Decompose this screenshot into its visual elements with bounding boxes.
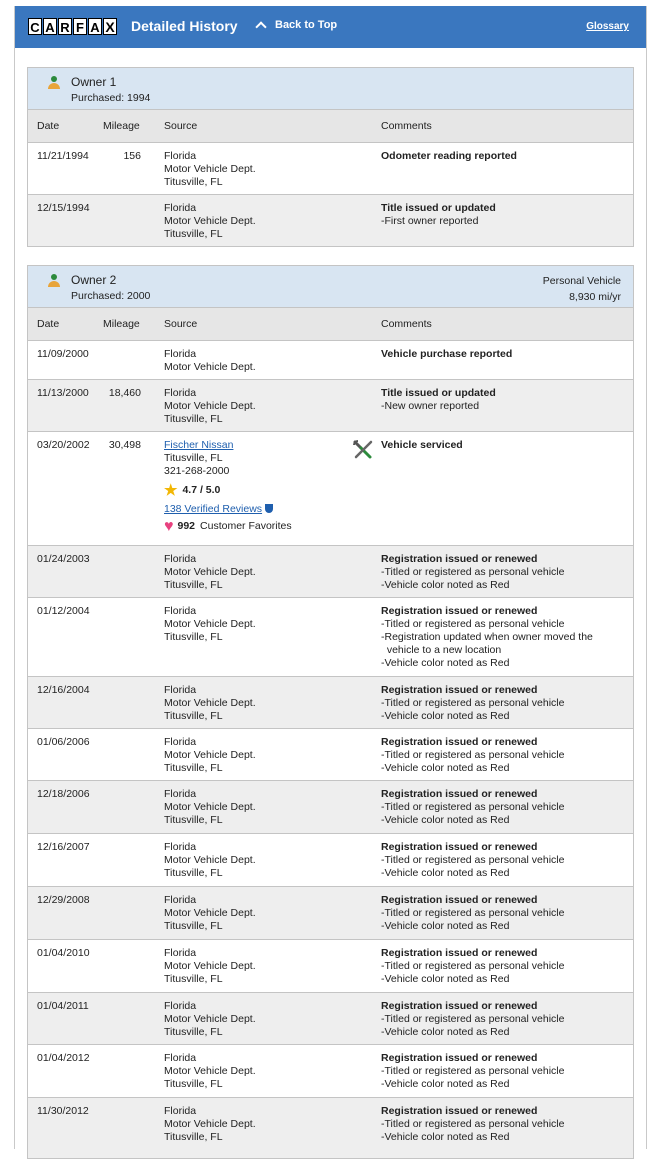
row-source — [164, 439, 292, 533]
comment-line: vehicle to a new location — [381, 644, 502, 656]
comment-line: -Vehicle color noted as Red — [381, 867, 510, 879]
row-mileage: 156 — [123, 150, 141, 162]
row-comments — [381, 1105, 564, 1144]
source-line: Motor Vehicle Dept. — [164, 749, 256, 761]
comment-line: -First owner reported — [381, 215, 479, 227]
row-date: 12/29/2008 — [37, 894, 90, 906]
row-date: 11/09/2000 — [37, 348, 89, 360]
history-row — [28, 1098, 633, 1158]
comment-line: -Vehicle color noted as Red — [381, 973, 510, 985]
row-source — [164, 150, 256, 189]
glossary-link[interactable]: Glossary — [586, 21, 629, 32]
source-line: Florida — [164, 894, 197, 906]
comment-title: Registration issued or renewed — [381, 553, 538, 565]
comment-line: -Vehicle color noted as Red — [381, 1078, 510, 1090]
source-line: Titusville, FL — [164, 631, 223, 643]
row-source — [164, 1052, 256, 1091]
comment-title: Registration issued or renewed — [381, 788, 538, 800]
comment-line: -Titled or registered as personal vehicle — [381, 801, 565, 813]
row-source — [164, 605, 256, 644]
history-row — [28, 940, 633, 993]
source-line: Titusville, FL — [164, 973, 223, 985]
back-to-top-label: Back to Top — [275, 19, 338, 31]
row-date: 01/04/2011 — [37, 1000, 89, 1012]
row-comments — [381, 1000, 564, 1039]
history-row — [28, 195, 633, 246]
row-comments — [381, 1052, 564, 1091]
row-comments — [381, 202, 496, 228]
row-date: 01/04/2012 — [37, 1052, 90, 1064]
source-line: Motor Vehicle Dept. — [164, 215, 256, 227]
source-line: Motor Vehicle Dept. — [164, 1013, 256, 1025]
comment-title: Registration issued or renewed — [381, 894, 538, 906]
logo-letter: A — [88, 18, 102, 35]
comment-title: Vehicle serviced — [381, 439, 463, 451]
col-date: Date — [37, 120, 60, 132]
logo-letter: R — [58, 18, 72, 35]
row-date: 11/30/2012 — [37, 1105, 89, 1117]
source-line: Florida — [164, 788, 197, 800]
history-row — [28, 598, 633, 677]
row-source — [164, 1000, 256, 1039]
source-line: Motor Vehicle Dept. — [164, 1118, 256, 1130]
comment-line: -Titled or registered as personal vehicle — [381, 1013, 565, 1025]
owner-2-card — [27, 265, 634, 1159]
row-comments — [381, 684, 564, 723]
row-comments — [381, 841, 564, 880]
comment-line: -Vehicle color noted as Red — [381, 579, 510, 591]
row-date: 01/12/2004 — [37, 605, 90, 617]
history-row — [28, 432, 633, 546]
dealer-city: Titusville, FL — [164, 452, 223, 464]
row-comments — [381, 788, 564, 827]
source-line: Florida — [164, 1052, 197, 1064]
row-comments — [381, 387, 496, 413]
row-comments — [381, 894, 564, 933]
comment-title: Title issued or updated — [381, 202, 496, 214]
comment-line: -Titled or registered as personal vehicle — [381, 697, 565, 709]
comment-line: -Titled or registered as personal vehicle — [381, 618, 565, 630]
comment-line: -Vehicle color noted as Red — [381, 814, 510, 826]
source-line: Titusville, FL — [164, 579, 223, 591]
source-line: Titusville, FL — [164, 762, 223, 774]
owner-1-card — [27, 67, 634, 247]
row-date: 01/04/2010 — [37, 947, 90, 959]
table-header — [28, 110, 633, 143]
history-row — [28, 380, 633, 432]
wrench-icon — [352, 439, 374, 461]
comment-title: Registration issued or renewed — [381, 1000, 538, 1012]
source-line: Florida — [164, 1000, 197, 1012]
source-line: Titusville, FL — [164, 920, 223, 932]
source-line: Florida — [164, 150, 197, 162]
col-source: Source — [164, 120, 198, 132]
row-source — [164, 788, 256, 827]
col-comments: Comments — [381, 120, 432, 132]
dealer-rating — [164, 484, 292, 497]
owner-2-header — [28, 266, 633, 308]
source-line: Florida — [164, 947, 197, 959]
verified-reviews[interactable] — [164, 503, 292, 516]
source-line: Titusville, FL — [164, 710, 223, 722]
row-source — [164, 348, 256, 374]
source-line: Florida — [164, 348, 197, 360]
source-line: Motor Vehicle Dept. — [164, 960, 256, 972]
carfax-logo — [28, 18, 118, 35]
comment-line: -Vehicle color noted as Red — [381, 762, 510, 774]
comment-line: -Vehicle color noted as Red — [381, 1131, 510, 1143]
owner-name: Owner 2 — [71, 273, 117, 287]
comment-title: Registration issued or renewed — [381, 684, 538, 696]
comment-title: Registration issued or renewed — [381, 1052, 538, 1064]
star-icon: ★ — [164, 482, 178, 499]
source-line: Titusville, FL — [164, 867, 223, 879]
comment-line: -Titled or registered as personal vehicle — [381, 960, 565, 972]
col-mileage: Mileage — [103, 318, 140, 330]
person-icon — [48, 76, 60, 90]
col-mileage: Mileage — [103, 120, 140, 132]
logo-letter: F — [73, 18, 87, 35]
verified-shield-icon — [265, 504, 273, 513]
col-comments: Comments — [381, 318, 432, 330]
source-line: Florida — [164, 1105, 197, 1117]
comment-line: -Titled or registered as personal vehicle — [381, 566, 565, 578]
owner-purchased: Purchased: 1994 — [71, 92, 151, 104]
source-line: Motor Vehicle Dept. — [164, 801, 256, 813]
logo-letter: X — [103, 18, 117, 35]
row-source — [164, 947, 256, 986]
source-line: Motor Vehicle Dept. — [164, 163, 256, 175]
row-source — [164, 684, 256, 723]
comment-title: Registration issued or renewed — [381, 1105, 538, 1117]
comment-line: -Titled or registered as personal vehicle — [381, 1065, 565, 1077]
row-date: 01/06/2006 — [37, 736, 90, 748]
comment-title: Registration issued or renewed — [381, 947, 538, 959]
customer-favorites — [164, 520, 292, 533]
comment-title: Registration issued or renewed — [381, 736, 538, 748]
comment-line: -Titled or registered as personal vehicle — [381, 907, 565, 919]
source-line: Titusville, FL — [164, 814, 223, 826]
row-source — [164, 841, 256, 880]
history-row — [28, 834, 633, 887]
comment-line: -Titled or registered as personal vehicle — [381, 1118, 565, 1130]
owner-purchased: Purchased: 2000 — [71, 290, 151, 302]
row-comments — [381, 150, 517, 163]
comment-title: Registration issued or renewed — [381, 605, 538, 617]
row-source — [164, 1105, 256, 1144]
col-source: Source — [164, 318, 198, 330]
row-comments — [381, 439, 463, 452]
back-to-top-link[interactable] — [255, 19, 337, 31]
history-row — [28, 677, 633, 729]
row-mileage: 18,460 — [108, 387, 141, 399]
comment-title: Registration issued or renewed — [381, 841, 538, 853]
row-comments — [381, 605, 593, 670]
page-title: Detailed History — [131, 18, 238, 34]
source-line: Motor Vehicle Dept. — [164, 400, 256, 412]
logo-letter: A — [43, 18, 57, 35]
row-source — [164, 202, 256, 241]
history-row — [28, 887, 633, 940]
source-line: Florida — [164, 202, 197, 214]
heart-icon: ♥ — [164, 518, 174, 535]
source-line: Motor Vehicle Dept. — [164, 361, 256, 373]
comment-line: -Registration updated when owner moved the — [381, 631, 593, 643]
rating-value: 4.7 / 5.0 — [182, 484, 221, 496]
source-line: Florida — [164, 841, 197, 853]
source-line: Titusville, FL — [164, 413, 223, 425]
row-mileage: 30,498 — [108, 439, 141, 451]
source-line: Florida — [164, 605, 197, 617]
history-row — [28, 1045, 633, 1098]
source-line: Titusville, FL — [164, 1026, 223, 1038]
row-date: 12/16/2007 — [37, 841, 90, 853]
row-source — [164, 894, 256, 933]
comment-title: Vehicle purchase reported — [381, 348, 513, 360]
verified-reviews-link[interactable]: 138 Verified Reviews — [164, 503, 263, 515]
history-row — [28, 729, 633, 781]
row-comments — [381, 348, 512, 361]
person-icon — [48, 274, 60, 288]
col-date: Date — [37, 318, 60, 330]
source-line: Motor Vehicle Dept. — [164, 907, 256, 919]
dealer-phone: 321-268-2000 — [164, 465, 230, 477]
owner-name: Owner 1 — [71, 75, 117, 89]
history-row — [28, 993, 633, 1045]
comment-title: Odometer reading reported — [381, 150, 517, 162]
source-line: Titusville, FL — [164, 176, 223, 188]
source-line: Titusville, FL — [164, 228, 223, 240]
row-source — [164, 736, 256, 775]
row-date: 12/15/1994 — [37, 202, 90, 214]
source-line: Motor Vehicle Dept. — [164, 697, 256, 709]
dealer-name-link[interactable]: Fischer Nissan — [164, 439, 234, 451]
vehicle-type: Personal Vehicle — [542, 275, 621, 287]
history-row — [28, 781, 633, 834]
source-line: Motor Vehicle Dept. — [164, 854, 256, 866]
row-date: 12/16/2004 — [37, 684, 90, 696]
row-comments — [381, 553, 564, 592]
logo-letter: C — [28, 18, 42, 35]
favorites-label: Customer Favorites — [200, 520, 292, 532]
source-line: Motor Vehicle Dept. — [164, 566, 256, 578]
row-date: 11/21/1994 — [37, 150, 89, 162]
comment-line: -Vehicle color noted as Red — [381, 920, 510, 932]
history-row — [28, 143, 633, 195]
source-line: Titusville, FL — [164, 1078, 223, 1090]
report-frame — [14, 6, 647, 1149]
comment-line: -Vehicle color noted as Red — [381, 1026, 510, 1038]
source-line: Titusville, FL — [164, 1131, 223, 1143]
source-line: Motor Vehicle Dept. — [164, 1065, 256, 1077]
row-comments — [381, 736, 564, 775]
chevron-up-icon — [255, 21, 266, 32]
owner-usage — [543, 273, 621, 305]
source-line: Florida — [164, 553, 197, 565]
row-date: 03/20/2002 — [37, 439, 90, 451]
comment-line: -Titled or registered as personal vehicle — [381, 749, 565, 761]
row-comments — [381, 947, 564, 986]
row-source — [164, 387, 256, 426]
comment-line: -Vehicle color noted as Red — [381, 710, 510, 722]
comment-line: -New owner reported — [381, 400, 480, 412]
row-date: 12/18/2006 — [37, 788, 90, 800]
source-line: Florida — [164, 387, 197, 399]
comment-line: -Titled or registered as personal vehicle — [381, 854, 565, 866]
comment-title: Title issued or updated — [381, 387, 496, 399]
comment-line: -Vehicle color noted as Red — [381, 657, 510, 669]
row-source — [164, 553, 256, 592]
source-line: Motor Vehicle Dept. — [164, 618, 256, 630]
history-row — [28, 546, 633, 598]
miles-per-year: 8,930 mi/yr — [569, 291, 621, 303]
row-date: 11/13/2000 — [37, 387, 89, 399]
table-header — [28, 308, 633, 341]
favorites-count: 992 — [177, 520, 196, 532]
source-line: Florida — [164, 684, 197, 696]
source-line: Florida — [164, 736, 197, 748]
owner-1-header — [28, 68, 633, 110]
header-bar — [15, 6, 646, 48]
history-row — [28, 341, 633, 380]
row-date: 01/24/2003 — [37, 553, 90, 565]
